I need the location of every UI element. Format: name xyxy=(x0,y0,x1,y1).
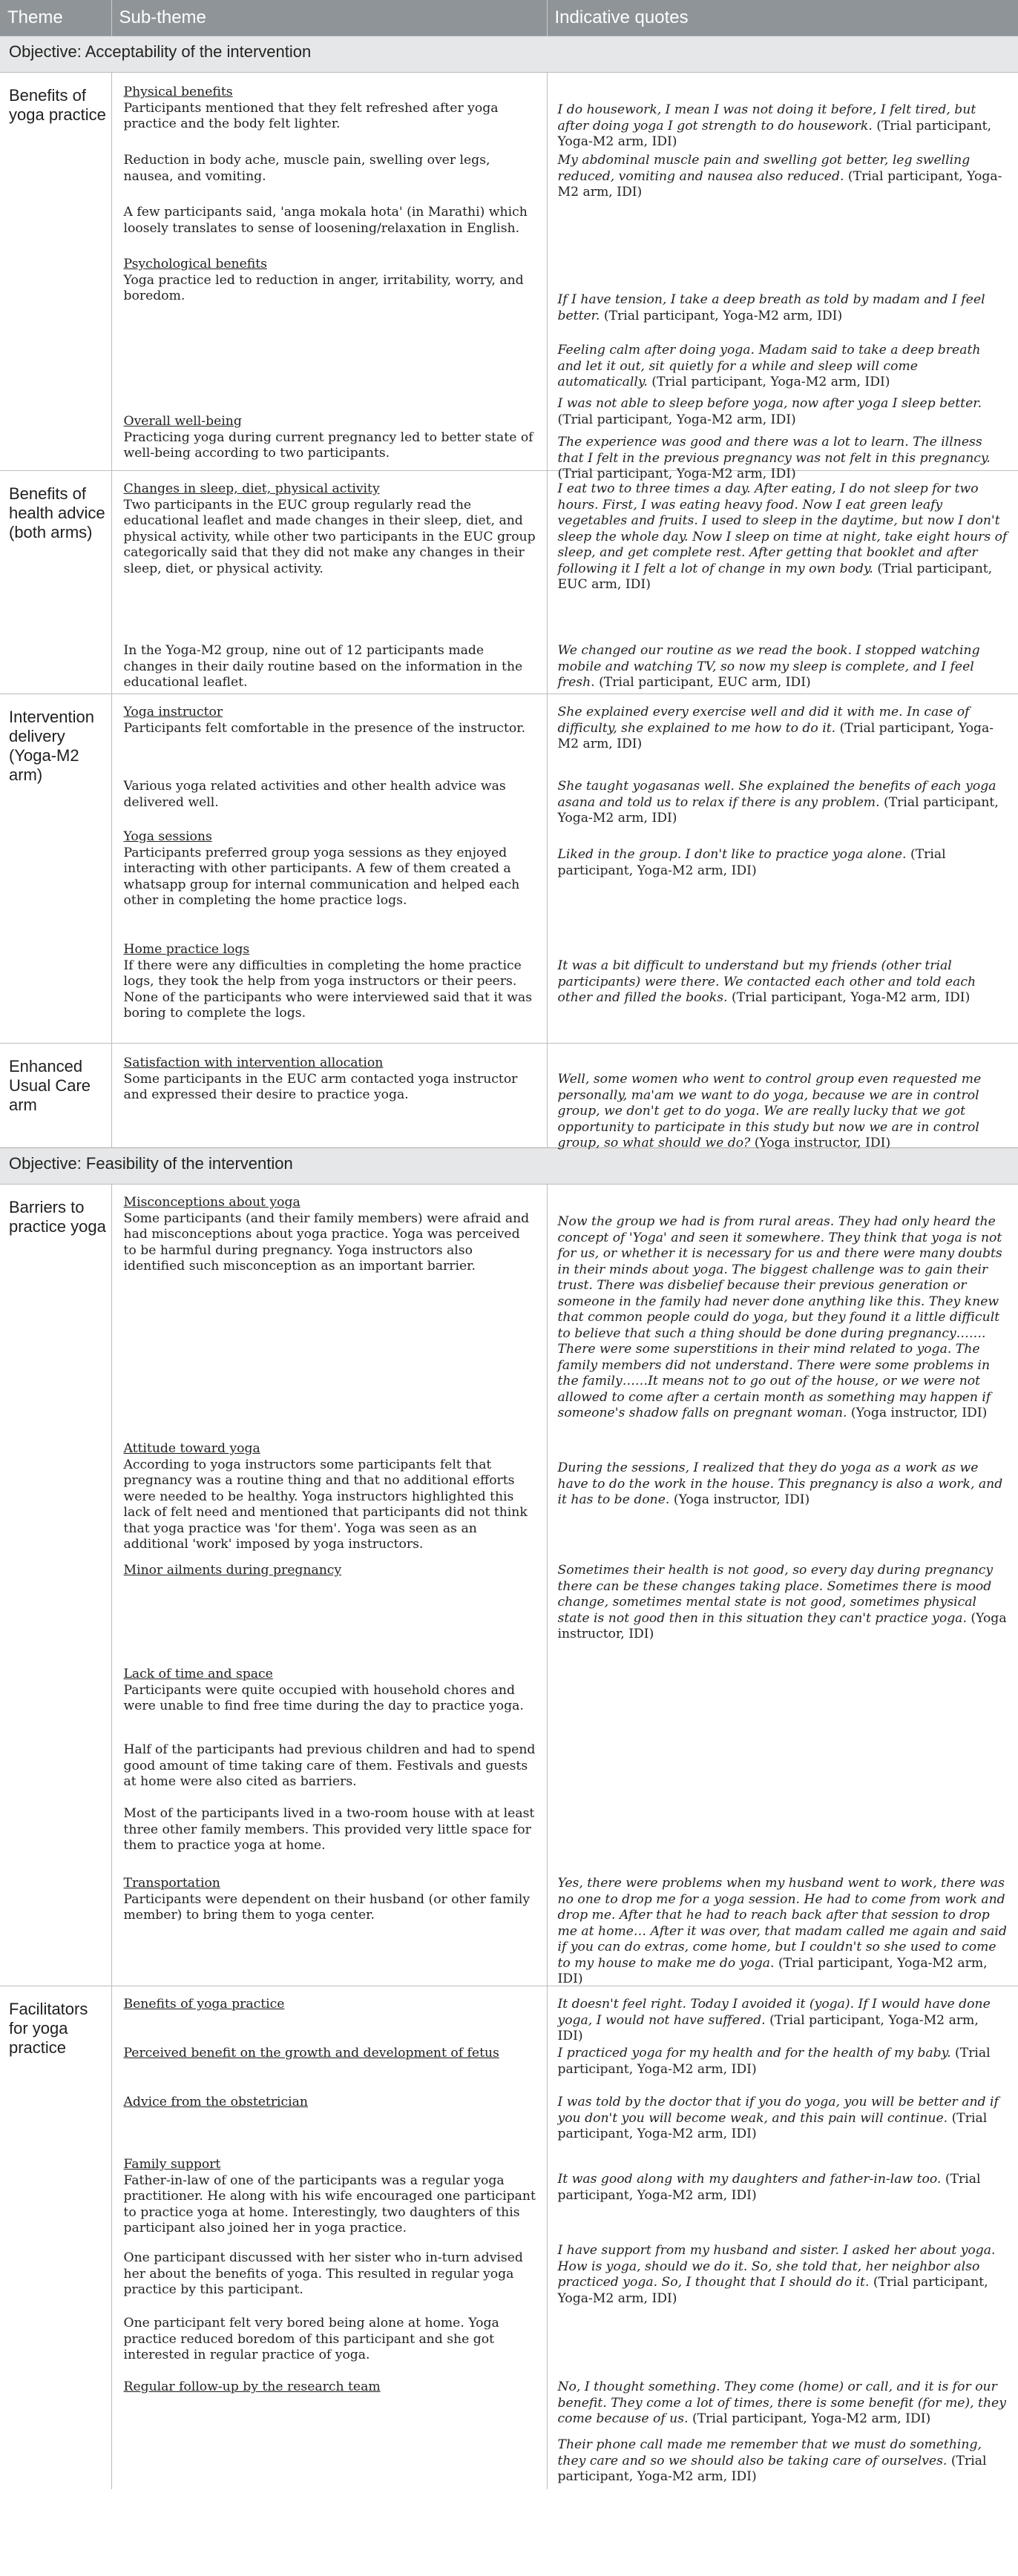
quote-source: (Yoga instructor, IDI) xyxy=(850,1406,988,1420)
sub-theme-block xyxy=(124,1667,536,1715)
quote-block xyxy=(558,705,1008,753)
sub-theme-block xyxy=(124,481,536,577)
theme-row-facilitators xyxy=(0,1986,1018,2490)
sub-theme-heading: Psychological benefits xyxy=(123,257,267,271)
quote-source: (Trial participant, Yoga-M2 arm, IDI) xyxy=(557,847,946,878)
header-indicative-quotes: Indicative quotes xyxy=(547,0,1018,36)
quote-source: (Yoga instructor, IDI) xyxy=(557,1610,1007,1641)
sub-theme-block xyxy=(124,1563,536,1579)
sub-theme-heading: Regular follow-up by the research team xyxy=(123,2379,381,2394)
quote-block xyxy=(558,2243,1008,2307)
quote-source: (Trial participant, Yoga-M2 arm, IDI) xyxy=(603,308,843,323)
quote-text: We changed our routine as we read the book. I stopped watching mobile and watching TV, so now my sleep is complete, and I feel fresh. xyxy=(557,643,980,690)
quote-text: Liked in the group. I don't like to practice yoga alone. xyxy=(557,847,907,862)
sub-theme-text: Some participants (and their family members) were afraid and had misconceptions about yoga practice. Yoga was perceived to be harmful during pregnancy. Yoga instructors also identified such misconception as an important barrier. xyxy=(123,1210,530,1274)
theme-row-barriers xyxy=(0,1185,1018,1986)
quote-block xyxy=(558,1072,1008,1152)
quote-source: (Trial participant, Yoga-M2 arm, IDI) xyxy=(557,118,992,149)
theme-label: Intervention delivery (Yoga-M2 arm) xyxy=(0,694,111,1044)
sub-theme-text: Practicing yoga during current pregnancy led to better state of well-being according to two participants. xyxy=(123,429,533,461)
sub-theme-text: One participant felt very bored being alone at home. Yoga practice reduced boredom of this participant and she got interested in regular practice of yoga. xyxy=(123,2316,499,2362)
quote-text: Yes, there were problems when my husband went to work, there was no one to drop me for a yoga session. He had to come from work and drop me. After that he had to reach back after that session to drop me at home… After it was over, that madam called me again and said if you can do extras, come home, but I couldn't so she used to come to my house to make me do yoga. xyxy=(557,1876,1007,1971)
quote-source: (Trial participant, Yoga-M2 arm, IDI) xyxy=(732,990,971,1005)
theme-row-intervention-delivery xyxy=(0,694,1018,1044)
sub-theme-block xyxy=(124,1055,536,1104)
quote-block xyxy=(558,2095,1008,2143)
sub-theme-heading: Misconceptions about yoga xyxy=(123,1195,301,1210)
quote-source: (Yoga instructor, IDI) xyxy=(754,1136,891,1150)
quote-text: If I have tension, I take a deep breath as told by madam and I feel better. xyxy=(557,292,985,323)
sub-theme-heading: Minor ailments during pregnancy xyxy=(123,1563,342,1578)
quote-text: I was told by the doctor that if you do yoga, you will be better and if you don't you will become weak, and this pain will continue. xyxy=(557,2095,999,2126)
theme-row-health-advice xyxy=(0,471,1018,694)
sub-theme-block xyxy=(124,942,536,1022)
sub-theme-block xyxy=(124,85,536,133)
sub-theme-heading: Advice from the obstetrician xyxy=(123,2095,308,2109)
quote-source: (Trial participant, Yoga-M2 arm, IDI) xyxy=(557,412,796,427)
theme-row-euc xyxy=(0,1044,1018,1148)
sub-theme-block xyxy=(124,1997,536,2013)
sub-theme-text: Some participants in the EUC arm contacted yoga instructor and expressed their desire to practice yoga. xyxy=(123,1071,518,1102)
quote-text: I have support from my husband and sister. I asked her about yoga. How is yoga, should we do it. So, she told that, her neighbor also practiced yoga. So, I thought that I should do it. xyxy=(557,2243,996,2290)
quote-block xyxy=(558,2437,1008,2486)
sub-theme-text: Participants preferred group yoga sessions as they enjoyed interacting with other participants. A few of them created a whatsapp group for internal communication and helped each other in completing the home practice logs. xyxy=(123,845,520,908)
sub-theme-heading: Yoga instructor xyxy=(123,705,223,719)
quote-source: (Trial participant, EUC arm, IDI) xyxy=(599,675,811,690)
sub-theme-text: Half of the participants had previous children and had to spend good amount of time taking care of them. Festivals and guests at home were also cited as barriers. xyxy=(123,1742,536,1789)
quote-block xyxy=(558,153,1008,201)
sub-theme-heading: Yoga sessions xyxy=(123,829,212,844)
sub-theme-heading: Perceived benefit on the growth and development of fetus xyxy=(123,2046,499,2061)
sub-theme-block xyxy=(124,1441,536,1553)
quote-source: (Trial participant, Yoga-M2 arm, IDI) xyxy=(557,2453,987,2484)
sub-theme-block xyxy=(124,257,536,305)
sub-theme-block xyxy=(124,2095,536,2111)
sub-theme-heading: Lack of time and space xyxy=(123,1667,273,1681)
objective-label: Objective: Feasibility of the intervention xyxy=(0,1148,1018,1185)
sub-theme-text: Yoga practice led to reduction in anger, irritability, worry, and boredom. xyxy=(123,272,524,303)
sub-theme-block xyxy=(124,414,536,462)
objective-row-feasibility xyxy=(0,1148,1018,1185)
sub-theme-heading: Transportation xyxy=(123,1876,220,1891)
sub-theme-heading: Changes in sleep, diet, physical activity xyxy=(123,481,380,496)
quote-source: (Trial participant, Yoga-M2 arm, IDI) xyxy=(557,1955,988,1986)
quote-source: (Trial participant, Yoga-M2 arm, IDI) xyxy=(557,720,994,751)
quote-text: Well, some women who went to control group even requested me personally, ma'am we want to do yoga, because we are in control group, we don't get to do yoga. We are really lucky that we got opportunity to participate in this study but now we are in control group, so what should we do? xyxy=(557,1072,982,1150)
sub-theme-block xyxy=(124,1195,536,1275)
header-row xyxy=(0,0,1018,36)
sub-theme-block xyxy=(124,2157,536,2237)
sub-theme-text: One participant discussed with her sister who in-turn advised her about the benefits of yoga. This resulted in regular yoga practice by this participant. xyxy=(123,2250,523,2297)
quote-source: (Trial participant, EUC arm, IDI) xyxy=(557,561,993,592)
quote-text: Their phone call made me remember that we must do something, they care and so we should also be taking care of ourselves. xyxy=(557,2437,982,2468)
quote-text: I practiced yoga for my health and for the health of my baby. xyxy=(557,2046,951,2061)
theme-label: Enhanced Usual Care arm xyxy=(0,1044,111,1148)
quote-block xyxy=(558,643,1008,691)
sub-theme-text: According to yoga instructors some participants felt that pregnancy was a routine thing and that no additional efforts were needed to be healthy. Yoga instructors highlighted this lack of felt need and mentioned that participants did not think that yoga practice was 'for them'. Yoga was seen as an additional 'work' imposed by yoga instructors. xyxy=(123,1457,528,1552)
sub-theme-block xyxy=(124,2379,536,2396)
theme-row-benefits xyxy=(0,73,1018,471)
quote-source: (Trial participant, Yoga-M2 arm, IDI) xyxy=(557,2172,981,2203)
quote-text: She explained every exercise well and did it with me. In case of difficulty, she explained to me how to do it. xyxy=(557,705,970,736)
sub-theme-text: In the Yoga-M2 group, nine out of 12 participants made changes in their daily routine based on the information in the educational leaflet. xyxy=(123,643,523,690)
quote-source: (Trial participant, Yoga-M2 arm, IDI) xyxy=(651,375,890,389)
quote-source: (Trial participant, Yoga-M2 arm, IDI) xyxy=(557,2012,979,2043)
quote-block xyxy=(558,343,1008,391)
sub-theme-text: Participants were dependent on their husband (or other family member) to bring them to yoga center. xyxy=(123,1891,531,1923)
quote-block xyxy=(558,1997,1008,2045)
quote-text: I eat two to three times a day. After eating, I do not sleep for two hours. First, I was eating heavy food. Now I eat green leafy vegetables and fruits. I used to sleep in the daytime, but now I don't sleep the whole day. Now I sleep on time at night, take eight hours of sleep, and get complete rest. After getting that booklet and after following it I felt a lot of change in my own body. xyxy=(557,481,1008,576)
quote-source: (Trial participant, Yoga-M2 arm, IDI) xyxy=(557,2275,988,2306)
sub-theme-text: Reduction in body ache, muscle pain, swelling over legs, nausea, and vomiting. xyxy=(123,153,490,184)
sub-theme-text: Father-in-law of one of the participants was a regular yoga practitioner. He along with his wife encouraged one participant to practice yoga at home. Interestingly, two daughters of this participant also joined her in yoga practice. xyxy=(123,2173,536,2236)
quote-block xyxy=(558,779,1008,827)
objective-label: Objective: Acceptability of the intervention xyxy=(0,36,1018,73)
header-theme: Theme xyxy=(0,0,111,36)
quote-block xyxy=(558,1214,1008,1422)
quote-block xyxy=(558,958,1008,1007)
sub-theme-text: Two participants in the EUC group regularly read the educational leaflet and made changes in their sleep, diet, and physical activity, while other two participants in the EUC group categorically said that they did not make any changes in their sleep, diet, or physical activity. xyxy=(123,497,536,576)
quote-text: Feeling calm after doing yoga. Madam said to take a deep breath and let it out, sit quietly for a while and sleep will come automatically. xyxy=(557,343,981,389)
quote-block xyxy=(558,1563,1008,1643)
quote-block xyxy=(558,481,1008,593)
quote-text: She taught yogasanas well. She explained the benefits of each yoga asana and told us to relax if there is any problem. xyxy=(557,779,996,810)
quote-block xyxy=(558,2172,1008,2204)
sub-theme-heading: Overall well-being xyxy=(123,414,242,429)
quote-text: I do housework, I mean I was not doing it before, I felt tired, but after doing yoga I got strength to do housework. xyxy=(557,102,976,134)
quote-source: (Trial participant, Yoga-M2 arm, IDI) xyxy=(557,2046,991,2077)
theme-label: Barriers to practice yoga xyxy=(0,1185,111,1986)
objective-row-acceptability xyxy=(0,36,1018,73)
sub-theme-text: Participants were quite occupied with household chores and were unable to find free time during the day to practice yoga. xyxy=(123,1682,524,1713)
quote-text: The experience was good and there was a lot to learn. The illness that I felt in the previous pregnancy was not felt in this pregnancy. xyxy=(557,435,991,466)
quote-block xyxy=(558,2046,1008,2078)
quote-text: Sometimes their health is not good, so every day during pregnancy there can be these changes taking place. Sometimes there is mood change, sometimes mental state is not good, sometimes physical state is not good then in this situation they can't practice yoga. xyxy=(557,1563,994,1626)
quote-source: (Trial participant, Yoga-M2 arm, IDI) xyxy=(557,794,999,826)
quote-text: It was good along with my daughters and father-in-law too. xyxy=(557,2172,942,2187)
sub-theme-heading: Attitude toward yoga xyxy=(123,1441,260,1456)
quote-source: (Trial participant, Yoga-M2 arm, IDI) xyxy=(557,2110,988,2141)
quote-text: I was not able to sleep before yoga, now after yoga I sleep better. xyxy=(557,396,982,411)
sub-theme-heading: Satisfaction with intervention allocation xyxy=(123,1055,384,1070)
quote-block xyxy=(558,1460,1008,1509)
quote-source: (Trial participant, Yoga-M2 arm, IDI) xyxy=(557,467,796,481)
theme-label: Benefits of yoga practice xyxy=(0,73,111,471)
theme-label: Facilitators for yoga practice xyxy=(0,1986,111,2490)
theme-label: Benefits of health advice (both arms) xyxy=(0,471,111,694)
quote-text: No, I thought something. They come (home) or call, and it is for our benefit. They come a lot of times, there is some benefit (for me), they come because of us. xyxy=(557,2379,1006,2426)
quote-block xyxy=(558,102,1008,151)
sub-theme-heading: Benefits of yoga practice xyxy=(123,1997,285,2012)
sub-theme-block xyxy=(124,829,536,909)
sub-theme-heading: Family support xyxy=(123,2157,221,2172)
quote-block xyxy=(558,2379,1008,2428)
quote-block xyxy=(558,1876,1008,1988)
sub-theme-text: If there were any difficulties in completing the home practice logs, they took the help from yoga instructors or their peers. None of the participants who were interviewed said that it was boring to complete the logs. xyxy=(123,958,533,1021)
sub-theme-text: Participants felt comfortable in the presence of the instructor. xyxy=(123,720,526,736)
quote-text: Now the group we had is from rural areas. They had only heard the concept of 'Yoga' and seen it somewhere. They think that yoga is not for us, or whether it is necessary for us and there were many doubts in their minds about yoga. The biggest challenge was to gain their trust. There was disbelief because their previous generation or someone in the family had never done anything like this. They knew that common people could do yoga, but they found it a little difficult to believe that such a thing should be done during pregnancy……. There were some superstitions in their mind related to yoga. The family members did not understand. There were some problems in the family……It means not to go out of the house, or we were not allowed to come after a certain month as something may happen if someone's shadow falls on pregnant woman. xyxy=(557,1214,1002,1420)
quote-block xyxy=(558,292,1008,324)
quote-block xyxy=(558,396,1008,428)
sub-theme-block xyxy=(124,1876,536,1924)
quote-source: (Trial participant, Yoga-M2 arm, IDI) xyxy=(692,2411,931,2426)
quote-text: During the sessions, I realized that they do yoga as a work as we have to do the work in the house. This pregnancy is also a work, and it has to be done. xyxy=(557,1460,1003,1507)
quote-source: (Trial participant, Yoga-M2 arm, IDI) xyxy=(557,168,1002,200)
quote-text: It was a bit difficult to understand but my friends (other trial participants) were there. We contacted each other and told each other and filled the books. xyxy=(557,958,976,1005)
sub-theme-heading: Physical benefits xyxy=(123,85,233,99)
sub-theme-text: Most of the participants lived in a two-room house with at least three other family members. This provided very little space for them to practice yoga at home. xyxy=(123,1806,535,1853)
quote-block xyxy=(558,847,1008,879)
header-sub-theme: Sub-theme xyxy=(111,0,547,36)
quote-text: It doesn't feel right. Today I avoided it (yoga). If I would have done yoga, I would not have suffered. xyxy=(557,1997,991,2028)
sub-theme-text: Various yoga related activities and other health advice was delivered well. xyxy=(123,779,506,810)
sub-theme-heading: Home practice logs xyxy=(123,942,250,957)
quote-source: (Yoga instructor, IDI) xyxy=(673,1492,810,1507)
sub-theme-text: Participants mentioned that they felt refreshed after yoga practice and the body felt lighter. xyxy=(123,100,499,131)
sub-theme-block xyxy=(124,2046,536,2062)
sub-theme-text: A few participants said, 'anga mokala hota' (in Marathi) which loosely translates to sense of loosening/relaxation in English. xyxy=(123,205,528,236)
sub-theme-block xyxy=(124,705,536,737)
quote-text: My abdominal muscle pain and swelling got better, leg swelling reduced, vomiting and nausea also reduced. xyxy=(557,153,971,184)
